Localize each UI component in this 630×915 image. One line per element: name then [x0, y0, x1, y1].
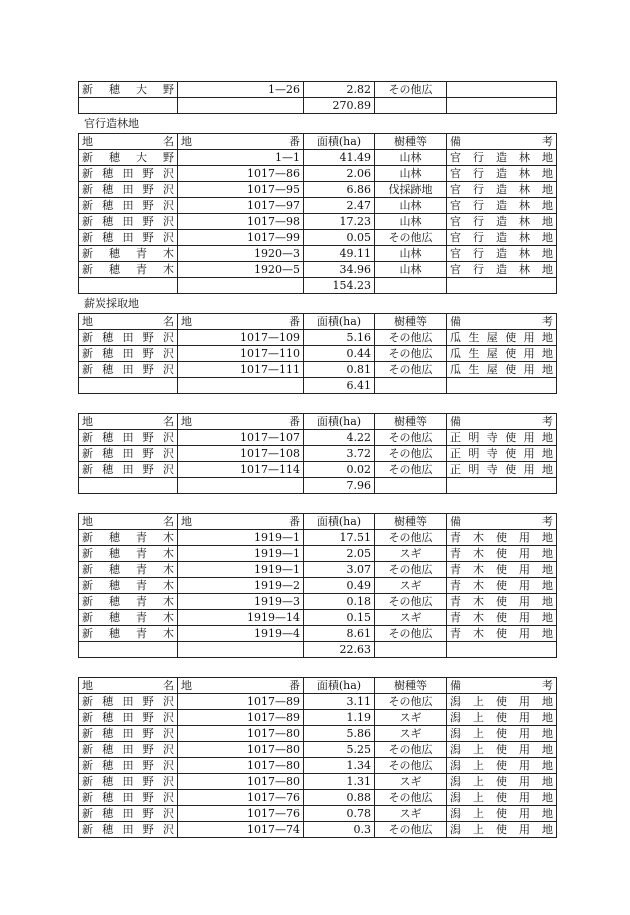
- total-area: 270.89: [304, 98, 375, 114]
- total-blank: [375, 642, 447, 658]
- cell-name: 新穂田野沢: [79, 182, 178, 198]
- table-row: [79, 594, 557, 610]
- total-area: 154.23: [304, 278, 375, 294]
- cell-lot: 1017—111: [178, 362, 304, 378]
- header-type: 樹種等: [375, 414, 447, 430]
- cell-note: 潟上使用地: [447, 694, 557, 710]
- header-lot: 地 番: [178, 314, 304, 330]
- cell-type: その他広: [375, 758, 447, 774]
- cell-lot: 1—26: [178, 82, 304, 98]
- cell-lot: 1920—3: [178, 246, 304, 262]
- table-row: [79, 774, 557, 790]
- cell-area: 2.47: [304, 198, 375, 214]
- header-name: 地 名: [79, 678, 178, 694]
- cell-type: その他広: [375, 562, 447, 578]
- cell-name: 新穂田野沢: [79, 446, 178, 462]
- total-row: [79, 98, 557, 114]
- land-table: [78, 677, 557, 838]
- cell-lot: 1017—98: [178, 214, 304, 230]
- cell-type: スギ: [375, 710, 447, 726]
- cell-area: 0.05: [304, 230, 375, 246]
- cell-name: 新穂田野沢: [79, 430, 178, 446]
- total-blank: [375, 478, 447, 494]
- table-spacer: [78, 494, 556, 513]
- cell-area: 8.61: [304, 626, 375, 642]
- cell-type: その他広: [375, 626, 447, 642]
- cell-area: 0.18: [304, 594, 375, 610]
- total-area: 6.41: [304, 378, 375, 394]
- cell-note: 青木使用地: [447, 546, 557, 562]
- header-row: [79, 678, 557, 694]
- header-area: 面積(ha): [304, 678, 375, 694]
- cell-area: 5.25: [304, 742, 375, 758]
- table-row: [79, 610, 557, 626]
- header-area: 面積(ha): [304, 134, 375, 150]
- total-blank: [178, 378, 304, 394]
- header-name: 地 名: [79, 414, 178, 430]
- cell-name: 新穂田野沢: [79, 198, 178, 214]
- header-note: 備 考: [447, 514, 557, 530]
- table-row: [79, 262, 557, 278]
- cell-note: 瓜生屋使用地: [447, 362, 557, 378]
- cell-type: 山林: [375, 246, 447, 262]
- cell-area: 0.49: [304, 578, 375, 594]
- cell-area: 2.06: [304, 166, 375, 182]
- cell-type: 山林: [375, 262, 447, 278]
- table-spacer: [78, 658, 556, 677]
- total-row: [79, 278, 557, 294]
- cell-area: 3.11: [304, 694, 375, 710]
- header-lot: 地 番: [178, 514, 304, 530]
- cell-area: 0.78: [304, 806, 375, 822]
- total-blank: [447, 98, 557, 114]
- cell-area: 1.34: [304, 758, 375, 774]
- table-row: [79, 694, 557, 710]
- cell-lot: 1017—80: [178, 726, 304, 742]
- table-row: [79, 726, 557, 742]
- header-row: [79, 134, 557, 150]
- cell-note: 官行造林地: [447, 166, 557, 182]
- cell-type: その他広: [375, 346, 447, 362]
- cell-note: 潟上使用地: [447, 742, 557, 758]
- table-row: [79, 446, 557, 462]
- cell-area: 0.44: [304, 346, 375, 362]
- cell-name: 新穂田野沢: [79, 710, 178, 726]
- header-name: 地 名: [79, 134, 178, 150]
- table-row: [79, 790, 557, 806]
- cell-lot: 1919—1: [178, 562, 304, 578]
- table-row: [79, 462, 557, 478]
- cell-area: 3.07: [304, 562, 375, 578]
- total-blank: [447, 278, 557, 294]
- total-row: [79, 642, 557, 658]
- cell-type: その他広: [375, 330, 447, 346]
- total-blank: [447, 378, 557, 394]
- total-row: [79, 378, 557, 394]
- table-row: [79, 546, 557, 562]
- cell-area: 0.3: [304, 822, 375, 838]
- land-table: [78, 413, 557, 494]
- cell-type: その他広: [375, 230, 447, 246]
- total-area: 22.63: [304, 642, 375, 658]
- cell-lot: 1017—76: [178, 790, 304, 806]
- cell-note: 潟上使用地: [447, 758, 557, 774]
- cell-note: 正明寺使用地: [447, 462, 557, 478]
- cell-area: 0.15: [304, 610, 375, 626]
- header-area: 面積(ha): [304, 314, 375, 330]
- cell-type: その他広: [375, 594, 447, 610]
- cell-area: 41.49: [304, 150, 375, 166]
- header-area: 面積(ha): [304, 514, 375, 530]
- total-blank: [178, 642, 304, 658]
- cell-note: 青木使用地: [447, 530, 557, 546]
- cell-name: 新穂田野沢: [79, 726, 178, 742]
- cell-type: その他広: [375, 362, 447, 378]
- total-blank: [178, 98, 304, 114]
- total-blank: [79, 98, 178, 114]
- cell-area: 0.02: [304, 462, 375, 478]
- total-blank: [375, 278, 447, 294]
- cell-note: 瓜生屋使用地: [447, 330, 557, 346]
- cell-type: その他広: [375, 430, 447, 446]
- header-type: 樹種等: [375, 514, 447, 530]
- cell-lot: 1017—109: [178, 330, 304, 346]
- cell-lot: 1017—108: [178, 446, 304, 462]
- cell-area: 4.22: [304, 430, 375, 446]
- cell-lot: 1—1: [178, 150, 304, 166]
- cell-note: 潟上使用地: [447, 806, 557, 822]
- cell-note: 潟上使用地: [447, 774, 557, 790]
- cell-type: その他広: [375, 790, 447, 806]
- header-lot: 地 番: [178, 414, 304, 430]
- cell-name: 新穂田野沢: [79, 330, 178, 346]
- total-blank: [79, 642, 178, 658]
- table-row: [79, 198, 557, 214]
- table-row: [79, 82, 557, 98]
- land-table: [78, 133, 557, 294]
- cell-lot: 1017—97: [178, 198, 304, 214]
- cell-type: 山林: [375, 166, 447, 182]
- cell-lot: 1919—14: [178, 610, 304, 626]
- cell-name: 新穂田野沢: [79, 362, 178, 378]
- header-row: [79, 314, 557, 330]
- cell-lot: 1017—114: [178, 462, 304, 478]
- cell-name: 新穂田野沢: [79, 822, 178, 838]
- cell-type: 山林: [375, 198, 447, 214]
- cell-name: 新穂田野沢: [79, 214, 178, 230]
- header-type: 樹種等: [375, 678, 447, 694]
- cell-type: スギ: [375, 726, 447, 742]
- cell-area: 0.88: [304, 790, 375, 806]
- table-row: [79, 806, 557, 822]
- cell-note: 官行造林地: [447, 182, 557, 198]
- cell-lot: 1919—2: [178, 578, 304, 594]
- total-blank: [447, 478, 557, 494]
- header-row: [79, 414, 557, 430]
- total-blank: [447, 642, 557, 658]
- total-blank: [178, 278, 304, 294]
- header-type: 樹種等: [375, 314, 447, 330]
- header-row: [79, 514, 557, 530]
- cell-name: 新 穂 大 野: [79, 82, 178, 98]
- cell-note: 青木使用地: [447, 626, 557, 642]
- header-type: 樹種等: [375, 134, 447, 150]
- header-lot: 地 番: [178, 134, 304, 150]
- cell-type: その他広: [375, 82, 447, 98]
- header-note: 備 考: [447, 678, 557, 694]
- cell-lot: 1920—5: [178, 262, 304, 278]
- cell-type: スギ: [375, 806, 447, 822]
- cell-note: 潟上使用地: [447, 710, 557, 726]
- cell-type: スギ: [375, 774, 447, 790]
- cell-note: 瓜生屋使用地: [447, 346, 557, 362]
- table-row: [79, 822, 557, 838]
- cell-area: 34.96: [304, 262, 375, 278]
- header-lot: 地 番: [178, 678, 304, 694]
- total-blank: [79, 278, 178, 294]
- cell-lot: 1919—1: [178, 546, 304, 562]
- cell-lot: 1919—1: [178, 530, 304, 546]
- header-note: 備 考: [447, 134, 557, 150]
- cell-lot: 1919—4: [178, 626, 304, 642]
- cell-area: 1.19: [304, 710, 375, 726]
- table-row: [79, 246, 557, 262]
- cell-lot: 1017—76: [178, 806, 304, 822]
- cell-note: 青木使用地: [447, 610, 557, 626]
- cell-note: 潟上使用地: [447, 726, 557, 742]
- cell-lot: 1919—3: [178, 594, 304, 610]
- cell-area: 49.11: [304, 246, 375, 262]
- cell-area: 3.72: [304, 446, 375, 462]
- cell-name: 新 穂 青 木: [79, 546, 178, 562]
- cell-name: 新穂田野沢: [79, 742, 178, 758]
- header-area: 面積(ha): [304, 414, 375, 430]
- cell-area: 17.23: [304, 214, 375, 230]
- table-row: [79, 578, 557, 594]
- table-row: [79, 230, 557, 246]
- table-row: [79, 710, 557, 726]
- section-title: 薪炭採取地: [84, 297, 139, 310]
- cell-note: 青木使用地: [447, 562, 557, 578]
- cell-area: 1.31: [304, 774, 375, 790]
- total-blank: [178, 478, 304, 494]
- cell-lot: 1017—95: [178, 182, 304, 198]
- cell-type: 山林: [375, 214, 447, 230]
- table-spacer: [78, 394, 556, 413]
- cell-type: その他広: [375, 694, 447, 710]
- cell-type: その他広: [375, 822, 447, 838]
- cell-name: 新穂田野沢: [79, 230, 178, 246]
- header-note: 備 考: [447, 414, 557, 430]
- cell-type: スギ: [375, 578, 447, 594]
- cell-note: 官行造林地: [447, 246, 557, 262]
- section-title: 官行造林地: [84, 117, 139, 130]
- cell-lot: 1017—110: [178, 346, 304, 362]
- cell-note: 正明寺使用地: [447, 430, 557, 446]
- header-name: 地 名: [79, 514, 178, 530]
- document-page: [78, 81, 556, 838]
- cell-area: 5.16: [304, 330, 375, 346]
- table-row: [79, 626, 557, 642]
- table-row: [79, 530, 557, 546]
- cell-type: 山林: [375, 150, 447, 166]
- cell-name: 新 穂 青 木: [79, 626, 178, 642]
- cell-name: 新 穂 青 木: [79, 562, 178, 578]
- cell-name: 新穂田野沢: [79, 790, 178, 806]
- cell-note: 青木使用地: [447, 578, 557, 594]
- cell-name: 新穂田野沢: [79, 166, 178, 182]
- cell-note: 官行造林地: [447, 198, 557, 214]
- total-blank: [375, 378, 447, 394]
- total-row: [79, 478, 557, 494]
- total-blank: [79, 478, 178, 494]
- cell-type: スギ: [375, 546, 447, 562]
- total-blank: [79, 378, 178, 394]
- cell-area: 0.81: [304, 362, 375, 378]
- cell-name: 新 穂 青 木: [79, 262, 178, 278]
- cell-note: 官行造林地: [447, 262, 557, 278]
- table-row: [79, 742, 557, 758]
- cell-note: 官行造林地: [447, 150, 557, 166]
- cell-type: その他広: [375, 446, 447, 462]
- cell-note: 潟上使用地: [447, 790, 557, 806]
- table-row: [79, 562, 557, 578]
- cell-lot: 1017—89: [178, 710, 304, 726]
- cell-lot: 1017—89: [178, 694, 304, 710]
- cell-name: 新穂田野沢: [79, 806, 178, 822]
- cell-note: [447, 82, 557, 98]
- cell-lot: 1017—107: [178, 430, 304, 446]
- cell-note: 官行造林地: [447, 230, 557, 246]
- land-table: [78, 513, 557, 658]
- header-name: 地 名: [79, 314, 178, 330]
- cell-name: 新 穂 青 木: [79, 530, 178, 546]
- cell-lot: 1017—80: [178, 742, 304, 758]
- total-area: 7.96: [304, 478, 375, 494]
- cell-area: 17.51: [304, 530, 375, 546]
- total-blank: [375, 98, 447, 114]
- cell-name: 新 穂 青 木: [79, 610, 178, 626]
- cell-area: 2.82: [304, 82, 375, 98]
- cell-lot: 1017—86: [178, 166, 304, 182]
- cell-note: 青木使用地: [447, 594, 557, 610]
- cell-type: その他広: [375, 462, 447, 478]
- cell-area: 6.86: [304, 182, 375, 198]
- cell-area: 5.86: [304, 726, 375, 742]
- cell-area: 2.05: [304, 546, 375, 562]
- cell-name: 新穂田野沢: [79, 462, 178, 478]
- table-row: [79, 182, 557, 198]
- cell-lot: 1017—80: [178, 758, 304, 774]
- cell-type: その他広: [375, 742, 447, 758]
- table-row: [79, 346, 557, 362]
- table-row: [79, 758, 557, 774]
- cell-name: 新 穂 青 木: [79, 578, 178, 594]
- cell-type: スギ: [375, 610, 447, 626]
- cell-type: 伐採跡地: [375, 182, 447, 198]
- cell-lot: 1017—74: [178, 822, 304, 838]
- cell-name: 新 穂 大 野: [79, 150, 178, 166]
- cell-note: 正明寺使用地: [447, 446, 557, 462]
- header-note: 備 考: [447, 314, 557, 330]
- cell-lot: 1017—99: [178, 230, 304, 246]
- land-table: [78, 313, 557, 394]
- table-row: [79, 214, 557, 230]
- table-row: [79, 166, 557, 182]
- cell-lot: 1017—80: [178, 774, 304, 790]
- table-row: [79, 150, 557, 166]
- cell-note: 官行造林地: [447, 214, 557, 230]
- land-table: [78, 81, 557, 114]
- cell-name: 新 穂 青 木: [79, 246, 178, 262]
- cell-note: 潟上使用地: [447, 822, 557, 838]
- cell-name: 新穂田野沢: [79, 774, 178, 790]
- table-row: [79, 330, 557, 346]
- cell-name: 新穂田野沢: [79, 694, 178, 710]
- table-row: [79, 362, 557, 378]
- cell-name: 新穂田野沢: [79, 346, 178, 362]
- cell-name: 新穂田野沢: [79, 758, 178, 774]
- cell-type: その他広: [375, 530, 447, 546]
- cell-name: 新 穂 青 木: [79, 594, 178, 610]
- table-row: [79, 430, 557, 446]
